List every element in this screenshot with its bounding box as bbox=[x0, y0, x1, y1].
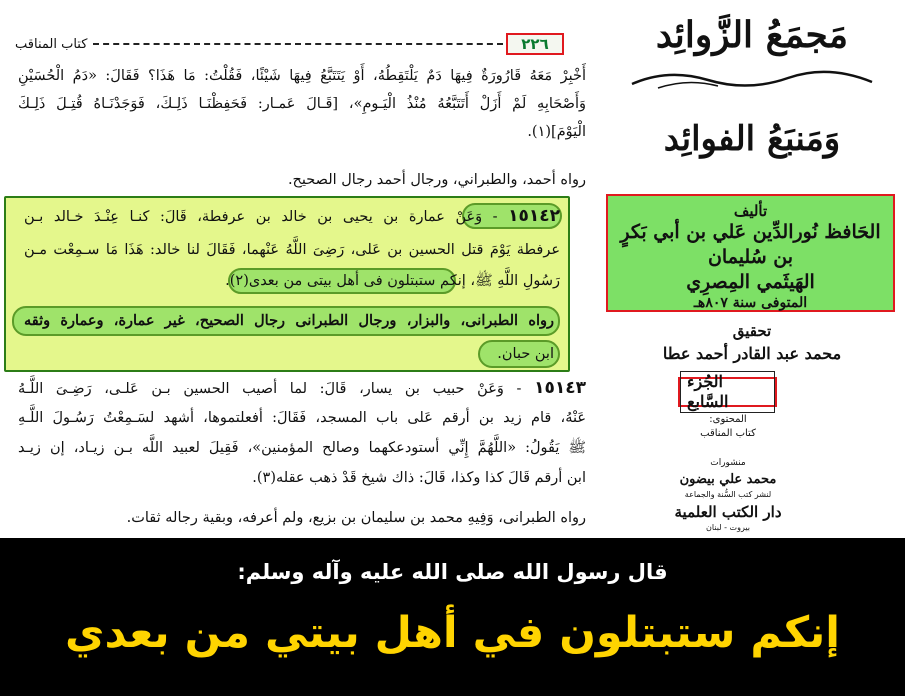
publisher-tagline: لنشر كتب السُّنة والجماعة bbox=[684, 490, 772, 499]
caption-quote: إنكم ستبتلون في أهل بيتي من بعدي bbox=[65, 608, 840, 658]
author-name-line1: الحَافظ نُورالدِّين عَلي بن أبي بَكرٍ بن سُليمان bbox=[620, 221, 881, 268]
dashed-rule bbox=[93, 43, 503, 45]
author-label: تأليف bbox=[733, 202, 768, 220]
publisher-house: دار الكتب العلمية bbox=[674, 503, 782, 521]
author-death-year: المتوفى سنة ٨٠٧هـ bbox=[693, 295, 808, 311]
publisher-label: منشورات bbox=[710, 458, 746, 468]
publisher-city: بيروت - لبنان bbox=[706, 523, 750, 532]
volume-label-box bbox=[678, 372, 777, 411]
hadith-line: ابن أرقم قَالَ كذا وكذا، قَالَ: ذاك شيخ قَدْ ذهب عقله(٣). bbox=[252, 470, 586, 486]
hadith-text: - وَعَنْ عمارة بن يحيى بن خالد بن عرفطة، قَالَ: كنـا عِنْـدَ خـالد بـن bbox=[24, 209, 498, 225]
editor-name: محمد عبد القادر أحمد عطا bbox=[662, 344, 842, 363]
text-line: وَأَصْحَابِهِ لَمْ أَزَلْ أَتَتَبَّعُهُ مُنْذُ الْيَـومِ»، [قَـالَ عَمـار: فَحَفِظْنَـا ذَلِـكَ، فَوَجَدْنَـاهُ قُتِـلَ ذَلِـكَ bbox=[18, 96, 586, 112]
hadith-line: رواه الطبرانى، وَفِيهِ محمد بن سليمان بن بزيع، ولم أعرفه، وبقية رجاله ثقات. bbox=[126, 510, 586, 526]
author-box bbox=[606, 194, 895, 312]
caption-intro: قال رسول الله صلى الله عليه وآله وسلم: bbox=[237, 560, 668, 584]
cover-title-flourish bbox=[628, 66, 876, 92]
editor-label: تحقيق bbox=[732, 322, 772, 340]
caption-banner bbox=[0, 538, 905, 696]
text-line: أَخْبِرْ مَعَهُ قَارُورَةٌ فِيهَا دَمٌ يَلْتَقِطُهُ، أَوْ يَتَتَبَّعُ فِيهَا شَيْئًا، فَقُلْتُ: مَا هَذَا؟ فَقَالَ: «دَمُ الْحُسَيْنِ bbox=[18, 68, 586, 84]
book-cover bbox=[598, 0, 905, 538]
author-name-line2: الهَيثَمي المِصرِي bbox=[686, 271, 815, 293]
hadith-line bbox=[24, 202, 560, 230]
cover-title: مَجمَعُ الزَّوائِد bbox=[655, 14, 849, 56]
hadith-line: ﷺ يَقُولُ: «اللَّهُمَّ إِنِّي أستودعكهما وصالح المؤمنين»، فَقِيلَ لعبيد اللَّه بـن زيـاد، إن زيـد bbox=[18, 440, 586, 456]
contents-label: المحتوى: bbox=[709, 414, 747, 425]
hadith-line: رَسُولِ اللَّهِ ﷺ، إنكم ستبتلون فى أهل بيتى من بعدى(٢). bbox=[225, 273, 560, 289]
running-head-title: كتاب المناقب bbox=[15, 36, 88, 52]
text-line: رواه أحمد، والطبراني، ورجال أحمد رجال الصحيح. bbox=[287, 172, 586, 188]
publisher-name: محمد علي بيضون bbox=[679, 472, 777, 487]
text-line: الْيَوْمَ](١). bbox=[527, 124, 586, 140]
contents-value: كتاب المناقب bbox=[700, 428, 756, 439]
hadith-line bbox=[18, 374, 586, 402]
volume-label: الجُزء السَّابع bbox=[680, 371, 775, 413]
page-number: ٢٢٦ bbox=[506, 33, 564, 55]
hadith-line: عَنْهُ، قام زيد بن أرقم عَلى باب المسجد، فَقَالَ: أفعلتموها، أشهد لسَـمِعْتُ رَسُـولَ اللَّـهِ bbox=[18, 410, 586, 426]
hadith-text: - وَعَنْ حبيب بن يسار، قَالَ: لما أصيب الحسين بـن عَلـى، رَضِـىَ اللَّـهُ bbox=[18, 381, 522, 397]
hadith-line: ابن حبان. bbox=[497, 346, 554, 362]
running-head bbox=[15, 36, 503, 52]
hadith-line: عرفطة يَوْمَ قتل الحسين بن عَلى، رَضِىَ اللَّهُ عَنْهما، فَقَالَ لنا خالد: هَذَا مَا سـمِعْت مـن bbox=[24, 242, 560, 258]
cover-subtitle: وَمَنبَعُ الفوائِد bbox=[663, 119, 841, 159]
hadith-number: ١٥١٤٢ bbox=[508, 206, 560, 226]
hadith-line: رواه الطبرانى، والبزار، ورجال الطبرانى رجال الصحيح، غير عمارة، وعمارة وثقه bbox=[24, 312, 554, 329]
hadith-number: ١٥١٤٣ bbox=[534, 378, 586, 398]
